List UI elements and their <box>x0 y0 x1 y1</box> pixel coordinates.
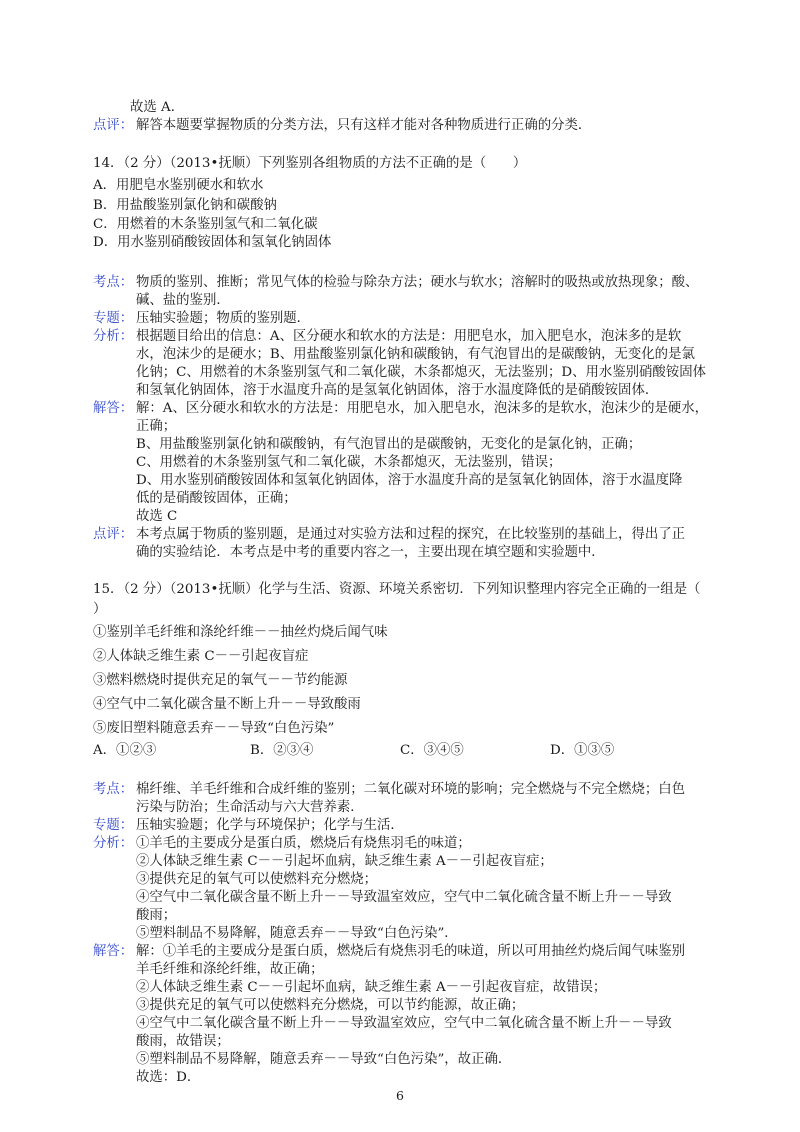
q14-option-b: B．用盐酸鉴别氯化钠和碳酸钠 <box>93 198 277 213</box>
q14-dianping-label: 点评： <box>93 527 134 542</box>
q14-fenxi-label: 分析： <box>93 329 134 344</box>
q14-jieda-line: 故选 C <box>136 509 178 524</box>
q15-item: ②人体缺乏维生素 C－－引起夜盲症 <box>93 649 309 664</box>
q14-kaodian-label: 考点： <box>93 275 134 290</box>
q15-stem: 15．（2 分）（2013•抚顺）化学与生活、资源、环境关系密切．下列知识整理内容完全正确的一组是（ <box>93 582 701 597</box>
q15-fenxi-line: ④空气中二氧化碳含量不断上升－－导致温室效应，空气中二氧化硫含量不断上升－－导致 <box>136 890 672 905</box>
q14-option-a: A．用肥皂水鉴别硬水和软水 <box>93 178 264 193</box>
q14-jieda-line: 正确； <box>136 419 177 434</box>
q14-kaodian-line: 碱、盐的鉴别． <box>136 293 230 308</box>
q14-option-d: D．用水鉴别硝酸铵固体和氢氧化钠固体 <box>93 235 332 250</box>
q15-item: ③燃料燃烧时提供充足的氧气－－节约能源 <box>93 673 348 688</box>
q15-fenxi-line: ⑤塑料制品不易降解，随意丢弃－－导致“白色污染”． <box>136 926 458 941</box>
q15-stem: ） <box>93 602 107 617</box>
q14-zhuanti: 压轴实验题；物质的鉴别题． <box>136 311 311 326</box>
q15-jieda-line: 解：①羊毛的主要成分是蛋白质，燃烧后有烧焦羽毛的味道，所以可用抽丝灼烧后闻气味鉴别 <box>136 944 686 959</box>
q14-jieda-line: B、用盐酸鉴别氯化钠和碳酸钠，有气泡冒出的是碳酸钠，无变化的是氯化钠，正确； <box>136 437 642 452</box>
q14-fenxi-line: 水，泡沫少的是硬水；B、用盐酸鉴别氯化钠和碳酸钠，有气泡冒出的是碳酸钠，无变化的是氯 <box>136 347 695 362</box>
q14-jieda-label: 解答： <box>93 401 134 416</box>
q15-option-c: C．③④⑤ <box>400 743 464 758</box>
q15-option-b: B．②③④ <box>250 743 314 758</box>
q14-fenxi-line: 化钠；C、用燃着的木条鉴别氢气和二氧化碳，木条都熄灭，无法鉴别；D、用水鉴别硝酸铵固体 <box>136 365 706 380</box>
q15-fenxi-label: 分析： <box>93 836 134 851</box>
prev-comment-label: 点评： <box>93 118 134 133</box>
q15-kaodian-line: 污染与防治；生命活动与六大营养素． <box>136 800 364 815</box>
q15-item: ①鉴别羊毛纤维和涤纶纤维－－抽丝灼烧后闻气味 <box>93 625 388 640</box>
q14-jieda-line: 低的是硝酸铵固体，正确； <box>136 491 297 506</box>
q14-stem: 14．（2 分）（2013•抚顺）下列鉴别各组物质的方法不正确的是（ ） <box>93 156 527 171</box>
q15-jieda-line: 羊毛纤维和涤纶纤维，故正确； <box>136 962 324 977</box>
prev-comment: 解答本题要掌握物质的分类方法，只有这样才能对各种物质进行正确的分类． <box>136 118 592 133</box>
q15-jieda-line: ⑤塑料制品不易降解，随意丢弃－－导致“白色污染”，故正确． <box>136 1052 512 1067</box>
page-number: 6 <box>396 1088 404 1103</box>
q15-item: ⑤废旧塑料随意丢弃－－导致“白色污染” <box>93 721 335 736</box>
q15-zhuanti: 压轴实验题；化学与环境保护；化学与生活． <box>136 818 404 833</box>
prev-choice: 故选 A． <box>130 100 185 115</box>
q15-zhuanti-label: 专题： <box>93 818 134 833</box>
q15-fenxi-line: ①羊毛的主要成分是蛋白质，燃烧后有烧焦羽毛的味道； <box>136 836 471 851</box>
q15-option-a: A．①②③ <box>93 743 157 758</box>
q15-jieda-line: ③提供充足的氧气可以使燃料充分燃烧，可以节约能源，故正确； <box>136 998 525 1013</box>
q15-jieda-line: 故选：D． <box>136 1070 201 1085</box>
q14-fenxi-line: 根据题目给出的信息：A、区分硬水和软水的方法是：用肥皂水，加入肥皂水，泡沫多的是软 <box>136 329 682 344</box>
q14-fenxi-line: 和氢氧化钠固体，溶于水温度升高的是氢氧化钠固体，溶于水温度降低的是硝酸铵固体． <box>136 383 659 398</box>
q15-option-d: D．①③⑤ <box>550 743 615 758</box>
q14-jieda-line: D、用水鉴别硝酸铵固体和氢氧化钠固体，溶于水温度升高的是氢氧化钠固体，溶于水温度降 <box>136 473 683 488</box>
q14-zhuanti-label: 专题： <box>93 311 134 326</box>
q15-jieda-line: ④空气中二氧化碳含量不断上升－－导致温室效应，空气中二氧化硫含量不断上升－－导致 <box>136 1016 672 1031</box>
q15-fenxi-line: 酸雨； <box>136 908 177 923</box>
q15-jieda-line: ②人体缺乏维生素 C－－引起坏血病，缺乏维生素 A－－引起夜盲症，故错误； <box>136 980 607 995</box>
q15-item: ④空气中二氧化碳含量不断上升－－导致酸雨 <box>93 697 361 712</box>
q15-jieda-label: 解答： <box>93 944 134 959</box>
q14-option-c: C．用燃着的木条鉴别氢气和二氧化碳 <box>93 217 318 232</box>
q15-jieda-line: 酸雨，故错误； <box>136 1034 230 1049</box>
q15-kaodian-line: 棉纤维、羊毛纤维和合成纤维的鉴别；二氧化碳对环境的影响；完全燃烧与不完全燃烧；白色 <box>136 782 686 797</box>
q14-dianping-line: 确的实验结论．本考点是中考的重要内容之一，主要出现在填空题和实验题中． <box>136 545 605 560</box>
q14-jieda-line: 解：A、区分硬水和软水的方法是：用肥皂水，加入肥皂水，泡沫多的是软水，泡沫少的是硬水， <box>136 401 709 416</box>
q14-jieda-line: C、用燃着的木条鉴别氢气和二氧化碳，木条都熄灭，无法鉴别，错误； <box>136 455 562 470</box>
q15-fenxi-line: ③提供充足的氧气可以使燃料充分燃烧； <box>136 872 378 887</box>
q14-dianping-line: 本考点属于物质的鉴别题，是通过对实验方法和过程的探究，在比较鉴别的基础上，得出了正 <box>136 527 686 542</box>
q15-fenxi-line: ②人体缺乏维生素 C－－引起坏血病，缺乏维生素 A－－引起夜盲症； <box>136 854 553 869</box>
q15-kaodian-label: 考点： <box>93 782 134 797</box>
q14-kaodian-line: 物质的鉴别、推断；常见气体的检验与除杂方法；硬水与软水；溶解时的吸热或放热现象；酸、 <box>136 275 699 290</box>
